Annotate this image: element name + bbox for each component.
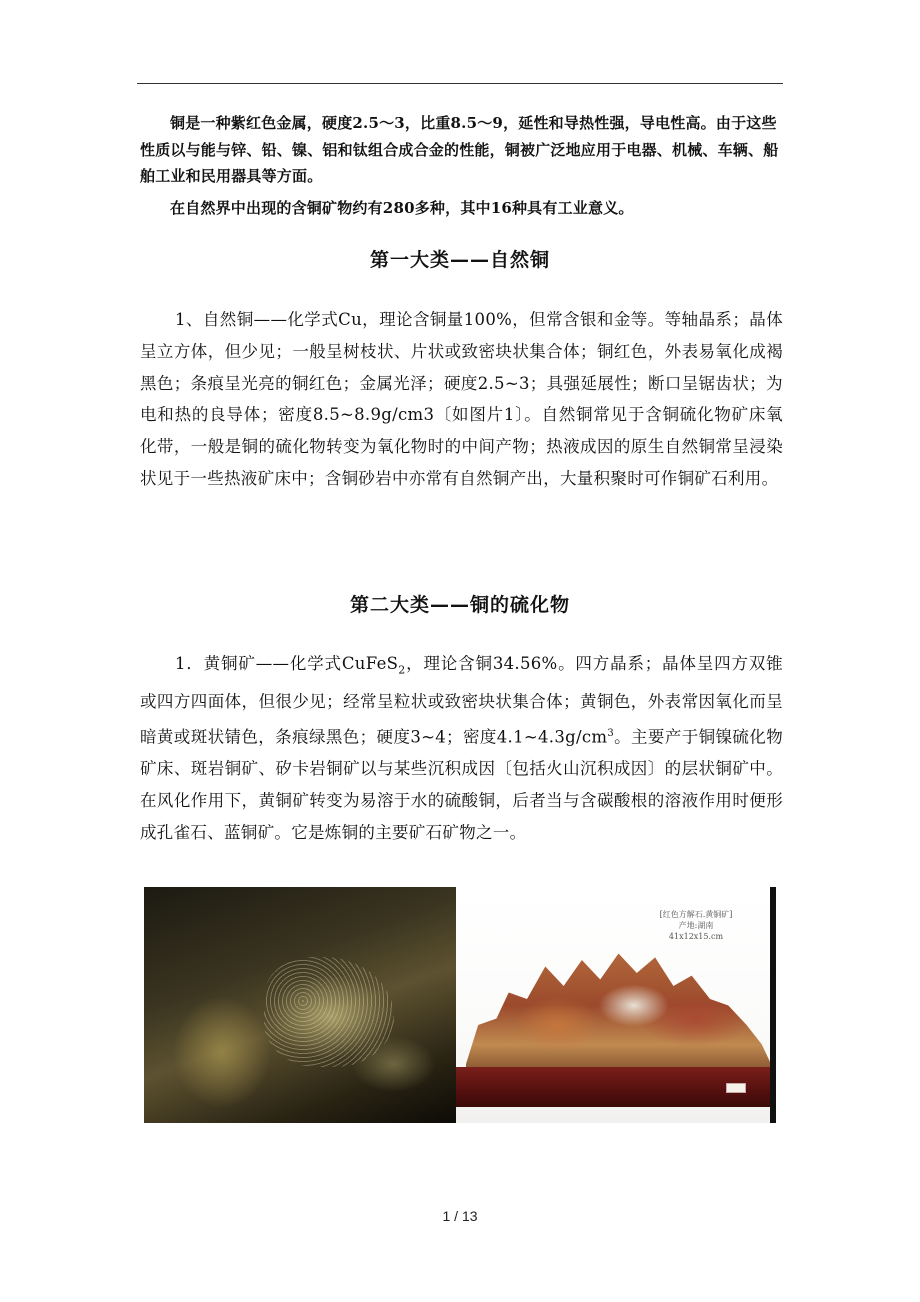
page-number: 1 / 13: [442, 1208, 478, 1224]
crystal-sparkle: [264, 957, 394, 1067]
native-copper-paragraph: 1、自然铜——化学式Cu，理论含铜量100%，但常含银和金等。等轴晶系；晶体呈立方体，但少见；一般呈树枝状、片状或致密块状集合体；铜红色，外表易氧化成褐黑色；条痕呈光亮的铜红色；金属光泽；硬度2.5~3；具强延展性；断口呈锯齿状；为电和热的良导体；密度8.5~8.9g/cm3〔如图片1〕。自然铜常见于含铜硫化物矿床氧化带，一般是铜的硫化物转变为氧化物时的中间产物；热液成因的原生自然铜常呈浸染状见于一些热液矿床中；含铜砂岩中亦常有自然铜产出，大量积聚时可作铜矿石利用。: [140, 310, 783, 488]
chalcopyrite-paragraph: [140, 648, 783, 849]
caption-line-1: [红色方解石.黄铜矿]: [659, 910, 733, 919]
chalcopyrite-text-a: 1．黄铜矿——化学式CuFeS: [175, 654, 399, 673]
calcite-chalcopyrite-specimen-photo: [456, 887, 776, 1123]
chalcopyrite-specimen-photo: [144, 887, 456, 1123]
specimen-tag: [726, 1083, 746, 1093]
chalcopyrite-text-c: 。主要产于铜镍硫化物矿床、斑岩铜矿、矽卡岩铜矿以与某些沉积成因〔包括火山沉积成因〕的层状铜矿中。在风化作用下，黄铜矿转变为易溶于水的硫酸铜，后者当与含碳酸根的溶液作用时便形成孔雀石、蓝铜矿。它是炼铜的主要矿石矿物之一。: [140, 727, 783, 842]
density-superscript: 3: [607, 727, 615, 739]
formula-subscript: 2: [398, 663, 406, 677]
intro-paragraph-2: 在自然界中出现的含铜矿物约有280多种，其中16种具有工业意义。: [170, 199, 634, 217]
section-heading-copper-sulfides: 第二大类——铜的硫化物: [349, 594, 570, 616]
specimen-caption: [626, 909, 766, 942]
intro-paragraph-1: 铜是一种紫红色金属，硬度2.5～3，比重8.5～9，延性和导热性强，导电性高。由于这些性质以与能与锌、铅、镍、铝和钛组合成合金的性能，铜被广泛地应用于电器、机械、车辆、船舶工业和民用器具等方面。: [140, 114, 779, 185]
section-heading-native-copper: 第一大类——自然铜: [369, 249, 550, 271]
photo-edge: [770, 887, 776, 1123]
caption-line-3: 41x12x15.cm: [668, 932, 724, 941]
caption-line-2: 产地:湖南: [678, 921, 714, 930]
header-rule: [137, 83, 783, 84]
chalcopyrite-text-b: ，理论含铜34.56%。四方晶系；晶体呈四方双锥或四方四面体，但很少见；经常呈粒状或致密块状集合体；黄铜色，外表常因氧化而呈暗黄或斑状锖色，条痕绿黑色；硬度3~4；密度4.1~4.3g/cm: [140, 654, 783, 747]
